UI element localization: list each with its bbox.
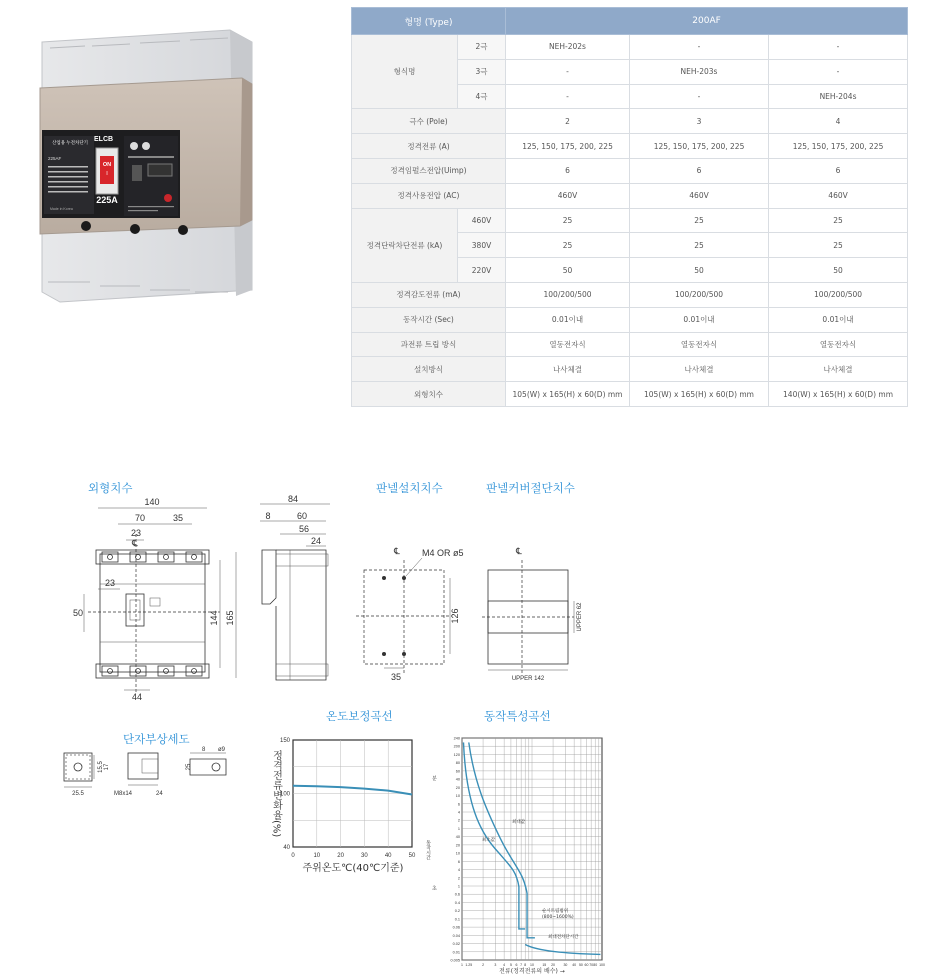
cell: NEH-203s [630, 59, 769, 84]
x-tick-label: 60 [584, 963, 589, 967]
x-tick-label: 40 [384, 853, 392, 859]
max-curve [469, 742, 535, 937]
table-row [352, 382, 908, 407]
dim-label: 165 [225, 610, 235, 626]
top-label: 산업용 누전차단기 [52, 140, 89, 145]
cell: 125, 150, 175, 200, 225 [769, 134, 908, 159]
cell: 25 [630, 208, 769, 233]
operate-xlabel: 전류(정격전류의 배수) → [499, 968, 565, 975]
y-tick-label: 150 [279, 738, 290, 744]
dim-label: 56 [298, 524, 310, 534]
y-tick-label: 0.01 [452, 950, 460, 955]
centerline-mark: ℄ [516, 546, 522, 556]
label-min: 최소값 [482, 838, 496, 843]
y-tick-label: 6 [457, 859, 460, 864]
dim-label: ø9 [218, 747, 226, 753]
cell: 100/200/500 [769, 282, 908, 307]
x-tick-label: 8 [524, 963, 527, 967]
table-row [352, 183, 908, 208]
cell: 0.01이내 [506, 307, 630, 332]
cell: 0.01이내 [630, 307, 769, 332]
row-label: 동작시간 (Sec) [352, 307, 506, 332]
cell: 25 [506, 233, 630, 258]
outline-front-drawing [70, 494, 250, 704]
terminal-drawing [50, 745, 240, 805]
row-label: 외형치수 [352, 382, 506, 407]
cell: - [506, 59, 630, 84]
cell: 460V [769, 183, 908, 208]
cell: 3 [630, 109, 769, 134]
y-tick-label: 120 [453, 752, 460, 757]
time-label: 동작시간 [425, 840, 431, 860]
dim-label: UPPER 62 [577, 602, 583, 632]
row-label: 정격단락차단전류 (kA) [352, 208, 458, 282]
cell: 460V [506, 183, 630, 208]
y-tick-label: 6 [457, 802, 460, 807]
y-tick-label: 2 [457, 818, 460, 823]
y-tick-label: 240 [453, 736, 460, 741]
y-tick-label: 2 [457, 876, 460, 881]
dim-label: 44 [131, 692, 143, 702]
sub-label: 460V [458, 208, 506, 233]
y-tick-label: 0.06 [452, 925, 460, 930]
cell: - [630, 84, 769, 109]
unit-min: 분 [432, 776, 437, 782]
dim-label: 60 [296, 511, 308, 521]
table-row [352, 332, 908, 357]
y-tick-label: 4 [457, 810, 460, 815]
dim-label: M8x14 [114, 791, 133, 797]
table-row [352, 307, 908, 332]
dim-label: 15.5 [98, 761, 104, 773]
x-tick-label: 80 [593, 963, 598, 967]
operate-curve-title: 동작특성곡선 [484, 709, 551, 723]
table-row [352, 134, 908, 159]
panel-cut-drawing [478, 540, 598, 690]
dim-label: 25 [186, 763, 192, 771]
cell: 105(W) x 165(H) x 60(D) mm [630, 382, 769, 407]
x-tick-label: 10 [313, 853, 321, 859]
y-tick-label: 100 [279, 791, 290, 798]
y-tick-label: 40 [283, 845, 290, 851]
mount-note: M4 OR ø5 [422, 548, 464, 558]
x-tick-label: 10 [530, 963, 534, 967]
x-tick-label: 5 [509, 963, 512, 967]
dim-label: 70 [134, 513, 146, 523]
dim-label: 144 [209, 610, 219, 626]
x-tick-label: 7 [520, 963, 523, 967]
cell: 125, 150, 175, 200, 225 [506, 134, 630, 159]
y-tick-label: 0.005 [450, 958, 460, 963]
outline-title: 외형치수 [88, 481, 133, 495]
temp-curve-title: 온도보정곡선 [326, 709, 393, 723]
max-total-curve [525, 944, 600, 954]
dim-label: 25.5 [72, 791, 84, 797]
cell: NEH-204s [769, 84, 908, 109]
cell: 460V [630, 183, 769, 208]
sub-label: 380V [458, 233, 506, 258]
x-tick-label: 3 [494, 963, 497, 967]
type-header: 형명 (Type) [352, 8, 506, 35]
panel-mount-drawing [350, 540, 470, 690]
cell: 125, 150, 175, 200, 225 [630, 134, 769, 159]
dim-label: 24 [310, 536, 322, 546]
cell: - [769, 35, 908, 60]
outline-side-drawing [250, 494, 340, 694]
spec-header-row [352, 8, 908, 35]
dim-label: 24 [156, 791, 163, 797]
x-tick-label: 100 [599, 963, 605, 967]
sub-label: 4극 [458, 84, 506, 109]
x-tick-label: 4 [503, 963, 506, 967]
cell: 100/200/500 [630, 282, 769, 307]
y-tick-label: 200 [453, 744, 460, 749]
row-label: 정격감도전류 (mA) [352, 282, 506, 307]
row-label: 극수 (Pole) [352, 109, 506, 134]
min-curve [463, 742, 525, 928]
sub-label: 2극 [458, 35, 506, 60]
on-label: ON [102, 162, 112, 168]
temp-curve-chart [258, 730, 428, 880]
frame-header: 200AF [506, 8, 908, 35]
row-label: 정격임펄스전압(Uimp) [352, 158, 506, 183]
cell: 25 [630, 233, 769, 258]
y-tick-label: 1 [457, 884, 460, 889]
cell: 50 [630, 258, 769, 283]
temp-series-line [293, 786, 412, 795]
dim-label: 23 [104, 578, 116, 588]
y-tick-label: 0.6 [454, 892, 460, 897]
cell: 25 [769, 208, 908, 233]
unit-sec: 초 [432, 886, 437, 892]
label-inst: 순시트립범위 [542, 909, 569, 914]
cell: 나사체결 [630, 357, 769, 382]
cell: 25 [506, 208, 630, 233]
y-tick-label: 1 [457, 826, 460, 831]
terminal-title: 단자부상세도 [123, 732, 190, 746]
panel-cut-title: 판넬커버절단치수 [486, 481, 575, 495]
spec-table [351, 7, 908, 407]
cell: - [506, 84, 630, 109]
x-tick-label: 6 [515, 963, 518, 967]
table-row [352, 158, 908, 183]
cell: 열동전자식 [506, 332, 630, 357]
x-tick-label: 40 [572, 963, 577, 967]
operate-curve-chart [420, 730, 610, 976]
x-tick-label: 50 [578, 963, 583, 967]
cell: 2 [506, 109, 630, 134]
x-tick-label: 20 [337, 853, 344, 859]
dim-label: 8 [265, 511, 271, 521]
y-tick-label: 10 [455, 794, 460, 799]
table-row [352, 357, 908, 382]
cell: 6 [630, 158, 769, 183]
cell: 나사체결 [506, 357, 630, 382]
y-tick-label: 0.1 [454, 917, 460, 922]
x-tick-label: 30 [563, 963, 568, 967]
row-label: 형식명 [352, 35, 458, 109]
cell: 140(W) x 165(H) x 60(D) mm [769, 382, 908, 407]
y-tick-label: 0.4 [454, 900, 460, 905]
dim-label: 35 [172, 513, 184, 523]
made-in: Made in Korea [50, 207, 73, 211]
dim-label: 17 [104, 763, 110, 771]
dim-label: 84 [287, 494, 299, 504]
y-tick-label: 0.2 [454, 909, 460, 914]
dim-label: 50 [72, 608, 84, 618]
frame-label: 225AF [48, 156, 62, 161]
row-label: 정격전류 (A) [352, 134, 506, 159]
y-tick-label: 4 [457, 868, 460, 873]
row-label: 정격사용전압 (AC) [352, 183, 506, 208]
x-tick-label: 1.25 [465, 963, 473, 967]
temp-xlabel: 주위온도℃(40℃기준) [302, 863, 404, 874]
y-tick-label: 60 [455, 769, 460, 774]
row-label: 과전류 트립 방식 [352, 332, 506, 357]
cell: 0.01이내 [769, 307, 908, 332]
label-inst-range: (800~1600%) [542, 915, 574, 920]
y-tick-label: 80 [455, 761, 460, 766]
dim-label: 35 [390, 672, 402, 682]
y-tick-label: 10 [455, 851, 460, 856]
x-tick-label: 15 [542, 963, 547, 967]
label-max-total: 최대전차단시간 [548, 935, 579, 940]
y-tick-label: 0.04 [452, 933, 460, 938]
y-tick-label: 20 [455, 785, 460, 790]
cell: 나사체결 [769, 357, 908, 382]
cell: 4 [769, 109, 908, 134]
cell: 6 [506, 158, 630, 183]
cell: - [769, 59, 908, 84]
y-tick-label: 40 [455, 835, 460, 840]
cell: NEH-202s [506, 35, 630, 60]
table-row [352, 109, 908, 134]
y-tick-label: 20 [455, 843, 460, 848]
row-label: 설치방식 [352, 357, 506, 382]
table-row [352, 282, 908, 307]
x-tick-label: 30 [361, 853, 368, 859]
x-tick-label: 1 [461, 963, 463, 967]
sub-label: 3극 [458, 59, 506, 84]
dim-label: 140 [144, 497, 160, 507]
product-photo [30, 20, 270, 320]
dim-label: 8 [202, 747, 206, 753]
brand-label: ELCB [94, 136, 114, 143]
panel-mount-title: 판넬설치치수 [376, 481, 443, 495]
dim-label: 23 [130, 528, 142, 538]
cell: 열동전자식 [769, 332, 908, 357]
centerline-mark: ℄ [394, 546, 400, 556]
cell: 100/200/500 [506, 282, 630, 307]
table-row [352, 208, 908, 233]
cell: 열동전자식 [630, 332, 769, 357]
label-max: 최대값 [512, 820, 526, 825]
x-tick-label: 20 [551, 963, 556, 967]
cell: 50 [769, 258, 908, 283]
centerline-mark: ℄ [132, 538, 138, 548]
cell: 25 [769, 233, 908, 258]
table-row [352, 35, 908, 60]
x-tick-label: 50 [408, 853, 416, 859]
cell: 6 [769, 158, 908, 183]
sub-label: 220V [458, 258, 506, 283]
rating-label: 225A [96, 195, 118, 205]
x-tick-label: 70 [589, 963, 594, 967]
x-tick-label: 2 [482, 963, 485, 967]
on-sub-label: I [106, 171, 108, 177]
y-tick-label: 40 [455, 777, 460, 782]
dim-label: 126 [450, 608, 460, 624]
dim-label: UPPER 142 [511, 676, 545, 682]
y-tick-label: 0.02 [452, 942, 460, 947]
x-tick-label: 0 [291, 853, 295, 859]
cell: 50 [506, 258, 630, 283]
temp-ylabel: 정격전류변화율(%) [270, 750, 282, 838]
cell: - [630, 35, 769, 60]
cell: 105(W) x 165(H) x 60(D) mm [506, 382, 630, 407]
